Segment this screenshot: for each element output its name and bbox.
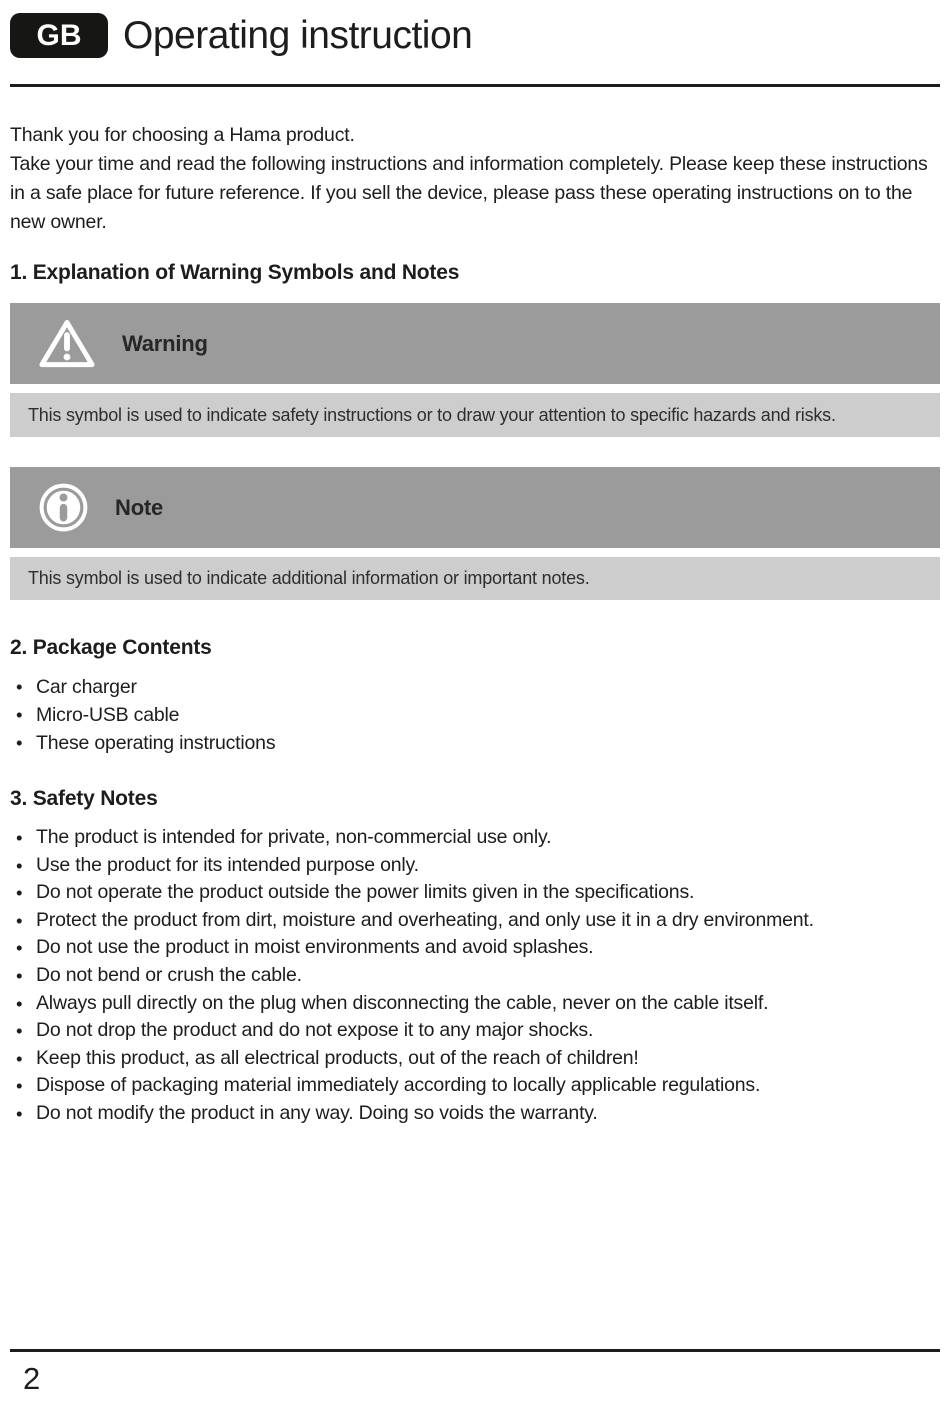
language-badge: GB <box>10 13 108 58</box>
section-heading-warning-symbols: 1. Explanation of Warning Symbols and Notes <box>10 261 460 284</box>
safety-notes-list <box>10 824 940 1128</box>
section-heading-package-contents: 2. Package Contents <box>10 636 212 659</box>
list-item: • Do not drop the product and do not expose it to any major shocks. <box>10 1017 940 1045</box>
warning-callout-description: This symbol is used to indicate safety instructions or to draw your attention to specific hazards and risks. <box>28 404 836 425</box>
list-item: • Car charger <box>10 673 940 701</box>
warning-triangle-icon <box>38 318 96 370</box>
page-footer <box>10 1349 940 1397</box>
list-item: • Dispose of packaging material immediately according to locally applicable regulations. <box>10 1072 940 1100</box>
warning-callout-label: Warning <box>122 330 208 356</box>
list-item: • These operating instructions <box>10 729 940 757</box>
list-item: • Do not operate the product outside the power limits given in the specifications. <box>10 879 940 907</box>
note-callout-header <box>10 467 940 548</box>
list-item: • Use the product for its intended purpose only. <box>10 852 940 880</box>
page-number: 2 <box>23 1361 40 1396</box>
intro-body: Take your time and read the following instructions and information completely. Please keep these instructions in a safe place for future reference. If you sell the device, please pass these operating instructions on to the new owner. <box>10 153 928 233</box>
list-item: • Micro-USB cable <box>10 701 940 729</box>
page-header <box>0 0 950 58</box>
list-item: • The product is intended for private, non-commercial use only. <box>10 824 940 852</box>
note-callout-label: Note <box>115 494 164 520</box>
section-heading-safety-notes: 3. Safety Notes <box>10 787 158 810</box>
warning-callout-header <box>10 303 940 384</box>
note-callout-description-bar <box>10 557 940 600</box>
list-item: • Do not bend or crush the cable. <box>10 962 940 990</box>
list-item: • Keep this product, as all electrical products, out of the reach of children! <box>10 1045 940 1073</box>
intro-paragraph <box>10 121 940 237</box>
list-item: • Always pull directly on the plug when disconnecting the cable, never on the cable itself. <box>10 990 940 1018</box>
header-divider <box>10 84 940 87</box>
warning-callout-description-bar <box>10 393 940 437</box>
list-item: • Protect the product from dirt, moisture and overheating, and only use it in a dry environment. <box>10 907 940 935</box>
page-content <box>0 121 950 1128</box>
page-title: Operating instruction <box>123 13 473 57</box>
info-circle-icon <box>38 482 89 533</box>
package-contents-list <box>10 673 940 757</box>
intro-line-1: Thank you for choosing a Hama product. <box>10 124 355 146</box>
list-item: • Do not modify the product in any way. Doing so voids the warranty. <box>10 1100 940 1128</box>
footer-divider <box>10 1349 940 1352</box>
list-item: • Do not use the product in moist environments and avoid splashes. <box>10 934 940 962</box>
note-callout-description: This symbol is used to indicate additional information or important notes. <box>28 568 590 588</box>
